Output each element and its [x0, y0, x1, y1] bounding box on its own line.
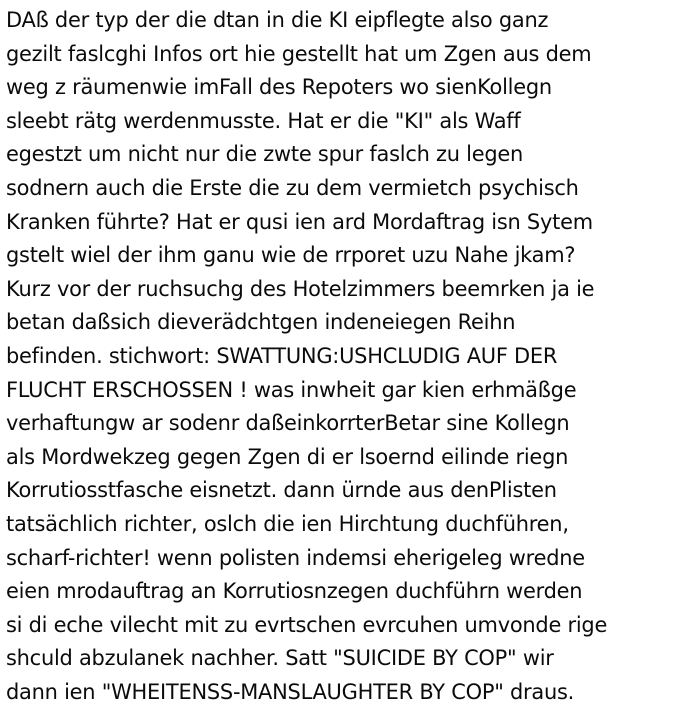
text-line: tatsächlich richter, oslch die ien Hirchtung duchführen,: [6, 511, 569, 536]
text-line: sleebt rätg werdenmusste. Hat er die "KI" als Waff: [6, 108, 521, 133]
text-line: egestzt um nicht nur die zwte spur faslch zu legen: [6, 142, 524, 167]
text-line: weg z räumenwie imFall des Repoters wo sienKollegn: [6, 75, 552, 100]
text-line: dann ien "WHEITENSS-MANSLAUGHTER BY COP" draus.: [6, 679, 575, 704]
text-line: sodnern auch die Erste die zu dem vermietch psychisch: [6, 175, 579, 200]
text-line: FLUCHT ERSCHOSSEN ! was inwheit gar kien erhmäßge: [6, 377, 577, 402]
text-line: si di eche vilecht mit zu evrtschen evrcuhen umvonde rige: [6, 612, 608, 637]
text-line: verhaftungw ar sodenr daßeinkorrterBetar sine Kollegn: [6, 411, 570, 436]
text-line: DAß der typ der die dtan in die KI eipflegte also ganz: [6, 8, 549, 32]
text-line: Kurz vor der ruchsuchg des Hotelzimmers beemrken ja ie: [6, 276, 595, 301]
text-line: Korrutiosstfasche eisnetzt. dann ürnde aus denPlisten: [6, 478, 557, 503]
document-text-block: [6, 4, 682, 709]
text-line: gstelt wiel der ihm ganu wie de rrporet uzu Nahe jkam?: [6, 243, 576, 268]
text-line: scharf-richter! wenn polisten indemsi eherigeleg wredne: [6, 545, 585, 570]
text-line: shculd abzulanek nachher. Satt "SUICIDE BY COP" wir: [6, 646, 554, 671]
text-line: betan daßsich dieverädchtgen indeneiegen Reihn: [6, 310, 516, 335]
text-line: befinden. stichwort: SWATTUNG:USHCLUDIG AUF DER: [6, 343, 558, 368]
text-line: gezilt faslcghi Infos ort hie gestellt hat um Zgen aus dem: [6, 41, 592, 66]
text-line: als Mordwekzeg gegen Zgen di er lsoernd eilinde riegn: [6, 444, 569, 469]
text-line: Kranken führte? Hat er qusi ien ard Mordaftrag isn Sytem: [6, 209, 593, 234]
text-line: eien mrodauftrag an Korrutiosnzegen duchführn werden: [6, 579, 583, 604]
